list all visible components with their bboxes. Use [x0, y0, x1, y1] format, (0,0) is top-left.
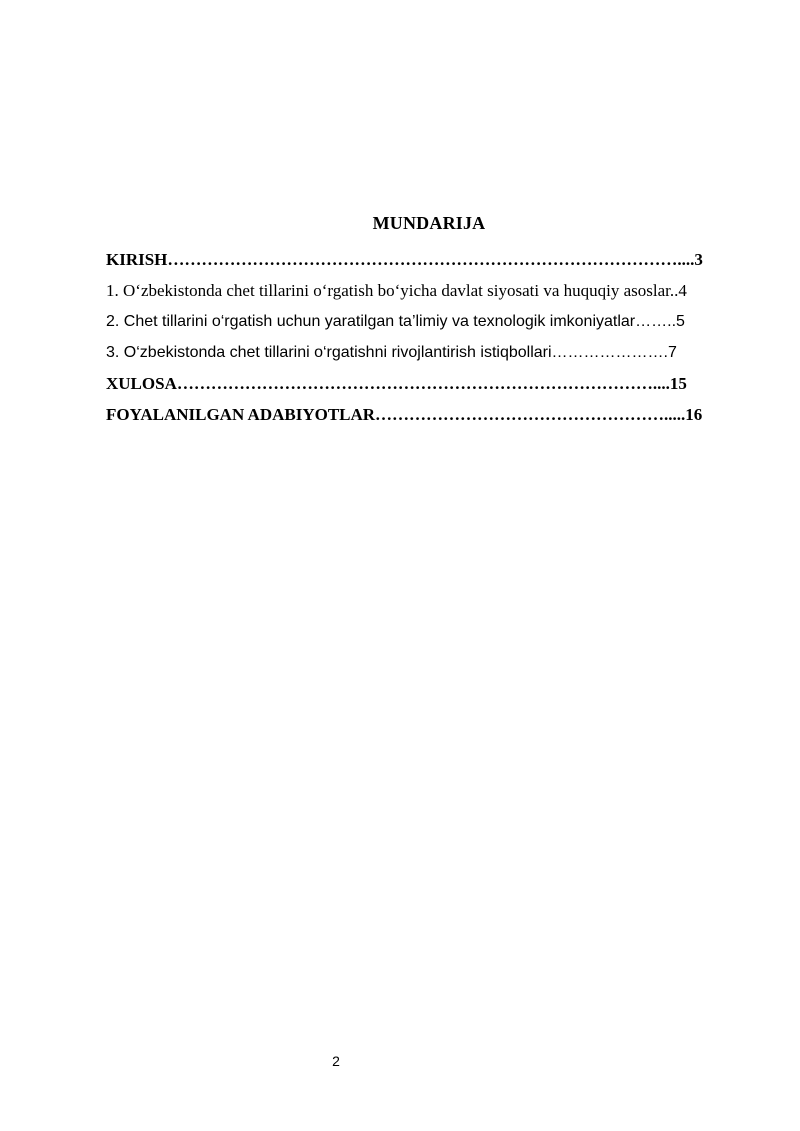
toc-entry-xulosa: XULOSA…………………………………………………………………………....15: [106, 374, 687, 393]
toc-title: [0, 213, 800, 234]
toc-entry-1: 1. O‘zbekistonda chet tillarini o‘rgatish bo‘yicha davlat siyosati va huquqiy asoslar..4: [106, 281, 687, 300]
page-number: 2: [332, 1053, 340, 1069]
toc-entry-adabiyotlar: FOYALANILGAN ADABIYOTLAR…………………………………………….....16: [106, 405, 703, 424]
toc-entry-kirish: KIRISH………………………………………………………………………………....3: [106, 250, 703, 269]
toc-entry-2: 2. Chet tillarini o‘rgatish uchun yaratilgan ta’limiy va texnologik imkoniyatlar……..5: [106, 313, 685, 330]
table-of-contents: [106, 244, 750, 430]
toc-entry-3: 3. O‘zbekistonda chet tillarini o‘rgatishni rivojlantirish istiqbollari………………….7: [106, 344, 677, 361]
toc-title-text: MUNDARIJA: [372, 213, 486, 233]
